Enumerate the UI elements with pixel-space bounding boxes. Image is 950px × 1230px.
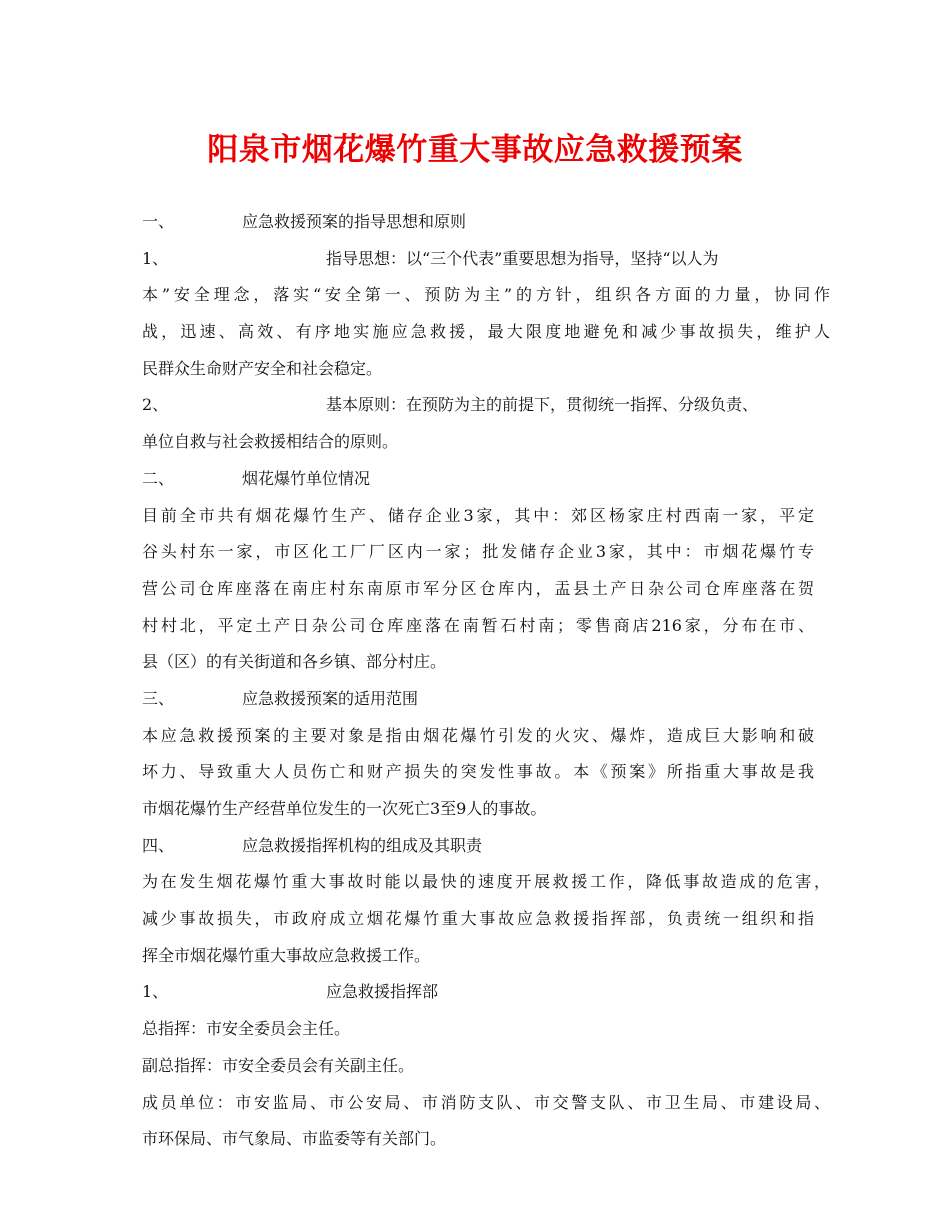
subsection-text: 应急救援指挥部 <box>326 982 439 1002</box>
paragraph-line: 民群众生命财产安全和社会稳定。 <box>142 358 383 378</box>
paragraph-line: 副总指挥：市安全委员会有关副主任。 <box>142 1055 415 1075</box>
paragraph-line: 总指挥：市安全委员会主任。 <box>142 1019 351 1039</box>
subsection-number: 2、 <box>142 395 169 415</box>
subsection-number: 1、 <box>142 982 169 1002</box>
paragraph-line: 市环保局、市气象局、市监委等有关部门。 <box>142 1129 447 1149</box>
paragraph-line: 本应急救援预案的主要对象是指由烟花爆竹引发的火灾、爆炸，造成巨大影响和破 <box>142 725 814 745</box>
section-heading-text: 应急救援预案的指导思想和原则 <box>242 212 467 231</box>
paragraph-line: 成员单位：市安监局、市公安局、市消防支队、市交警支队、市卫生局、市建设局、 <box>142 1092 830 1112</box>
document-body <box>142 204 830 1158</box>
paragraph-line: 市烟花爆竹生产经营单位发生的一次死亡3至9人的事故。 <box>142 799 547 818</box>
section-heading-4 <box>142 828 830 865</box>
section-heading-1 <box>142 204 830 241</box>
paragraph-line: 谷头村东一家，市区化工厂厂区内一家；批发储存企业3家，其中：市烟花爆竹专 <box>142 542 814 562</box>
section-number: 二、 <box>142 468 175 488</box>
subsection-text: 指导思想：以“三个代表”重要思想为指导，坚持“以人为 <box>326 248 719 268</box>
section-heading-3 <box>142 681 830 718</box>
paragraph-line: 为在发生烟花爆竹重大事故时能以最快的速度开展救援工作，降低事故造成的危害， <box>142 872 830 892</box>
subsection-line <box>142 241 830 278</box>
section-number: 四、 <box>142 835 175 855</box>
paragraph-line: 村村北，平定土产日杂公司仓库座落在南暂石村南；零售商店216家，分布在市、 <box>142 615 814 635</box>
section-heading-text: 应急救援预案的适用范围 <box>242 688 419 708</box>
section-number: 三、 <box>142 688 175 708</box>
subsection-text: 基本原则：在预防为主的前提下，贯彻统一指挥、分级负责、 <box>326 395 759 415</box>
paragraph-line: 减少事故损失，市政府成立烟花爆竹重大事故应急救援指挥部，负责统一组织和指 <box>142 909 814 929</box>
subsection-line <box>142 974 830 1011</box>
subsection-number: 1、 <box>142 248 169 268</box>
section-heading-2 <box>142 461 830 498</box>
section-heading-text: 烟花爆竹单位情况 <box>242 468 371 488</box>
paragraph-line: 战，迅速、高效、有序地实施应急救援，最大限度地避免和减少事故损失，维护人 <box>142 322 830 342</box>
section-number: 一、 <box>142 212 175 231</box>
paragraph-line: 坏力、导致重大人员伤亡和财产损失的突发性事故。本《预案》所指重大事故是我 <box>142 762 814 782</box>
paragraph-line: 单位自救与社会救援相结合的原则。 <box>142 432 399 452</box>
document-title: 阳泉市烟花爆竹重大事故应急救援预案 <box>207 132 743 168</box>
paragraph-line: 县（区）的有关街道和各乡镇、部分村庄。 <box>142 652 447 672</box>
subsection-line <box>142 387 830 424</box>
paragraph-line: 挥全市烟花爆竹重大事故应急救援工作。 <box>142 945 431 965</box>
paragraph-line: 本”安全理念，落实“安全第一、预防为主”的方针，组织各方面的力量，协同作 <box>142 285 830 305</box>
paragraph-line: 营公司仓库座落在南庄村东南原市军分区仓库内，盂县土产日杂公司仓库座落在贺 <box>142 578 814 598</box>
paragraph-line: 目前全市共有烟花爆竹生产、储存企业3家，其中：郊区杨家庄村西南一家，平定 <box>142 505 814 525</box>
section-heading-text: 应急救援指挥机构的组成及其职责 <box>242 835 483 855</box>
